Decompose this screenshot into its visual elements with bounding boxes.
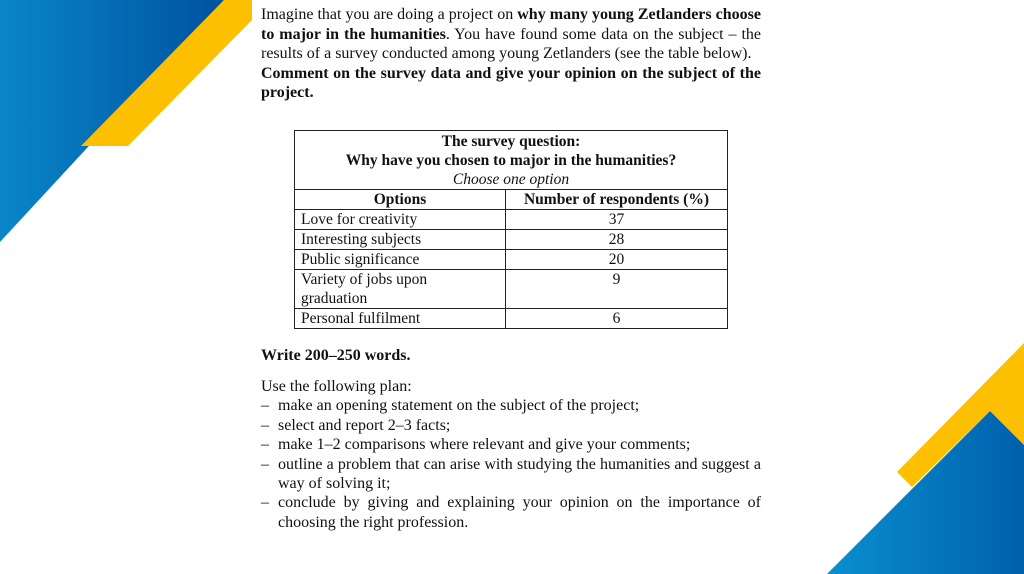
table-row — [295, 250, 728, 270]
option-cell: Love for creativity — [295, 210, 506, 230]
plan-item — [261, 435, 761, 454]
dash-bullet: – — [261, 436, 269, 454]
dash-bullet: – — [261, 494, 269, 512]
survey-title: The survey question: — [441, 133, 581, 150]
option-cell: Personal fulfilment — [295, 309, 506, 329]
plan-item-text: conclude by giving and explaining your opinion on the importance of choosing the right profession. — [278, 494, 761, 531]
intro-paragraph — [261, 5, 761, 64]
survey-table — [294, 130, 728, 329]
value-cell: 37 — [506, 210, 728, 230]
value-cell: 20 — [506, 250, 728, 270]
column-header-options: Options — [295, 190, 506, 210]
table-row — [295, 230, 728, 250]
bottom-right-blue-triangle — [827, 411, 1024, 574]
plan-item — [261, 455, 761, 494]
plan-item-text: outline a problem that can arise with studying the humanities and suggest a way of solving it; — [278, 455, 761, 493]
intro-topic: why many young Zetlanders choose to major in the humanities — [261, 6, 761, 43]
plan-item — [261, 416, 761, 435]
task-description — [261, 5, 761, 103]
word-count-instruction: Write 200–250 words. — [261, 347, 411, 364]
plan-item — [261, 396, 761, 415]
table-row — [295, 270, 728, 309]
dash-bullet: – — [261, 455, 269, 473]
survey-question: Why have you chosen to major in the humanities? — [345, 152, 677, 169]
instruction-comment: Comment on the survey data and give your opinion on the subject of the project. — [261, 64, 761, 102]
value-cell: 28 — [506, 230, 728, 250]
plan-item-text: make 1–2 comparisons where relevant and give your comments; — [278, 436, 691, 454]
plan-item — [261, 493, 761, 532]
dash-bullet: – — [261, 416, 269, 434]
value-cell: 9 — [506, 270, 728, 309]
option-cell: Interesting subjects — [295, 230, 506, 250]
table-row — [295, 309, 728, 329]
survey-instruction: Choose one option — [452, 171, 570, 188]
dash-bullet: – — [261, 397, 269, 415]
plan — [261, 377, 761, 532]
survey-header — [295, 131, 728, 190]
plan-item-text: make an opening statement on the subject of the project; — [278, 397, 640, 415]
plan-item-text: select and report 2–3 facts; — [278, 416, 451, 434]
option-cell: Public significance — [295, 250, 506, 270]
intro-text-rest: . You have found some data on the subject – the results of a survey conducted among young Zetlanders (see the table below). — [261, 25, 761, 63]
plan-intro: Use the following plan: — [261, 378, 412, 395]
table-row — [295, 210, 728, 230]
option-cell: Variety of jobs upon graduation — [295, 270, 506, 309]
column-header-respondents: Number of respondents (%) — [506, 190, 728, 210]
intro-text: Imagine that you are doing a project on — [261, 6, 518, 23]
value-cell: 6 — [506, 309, 728, 329]
